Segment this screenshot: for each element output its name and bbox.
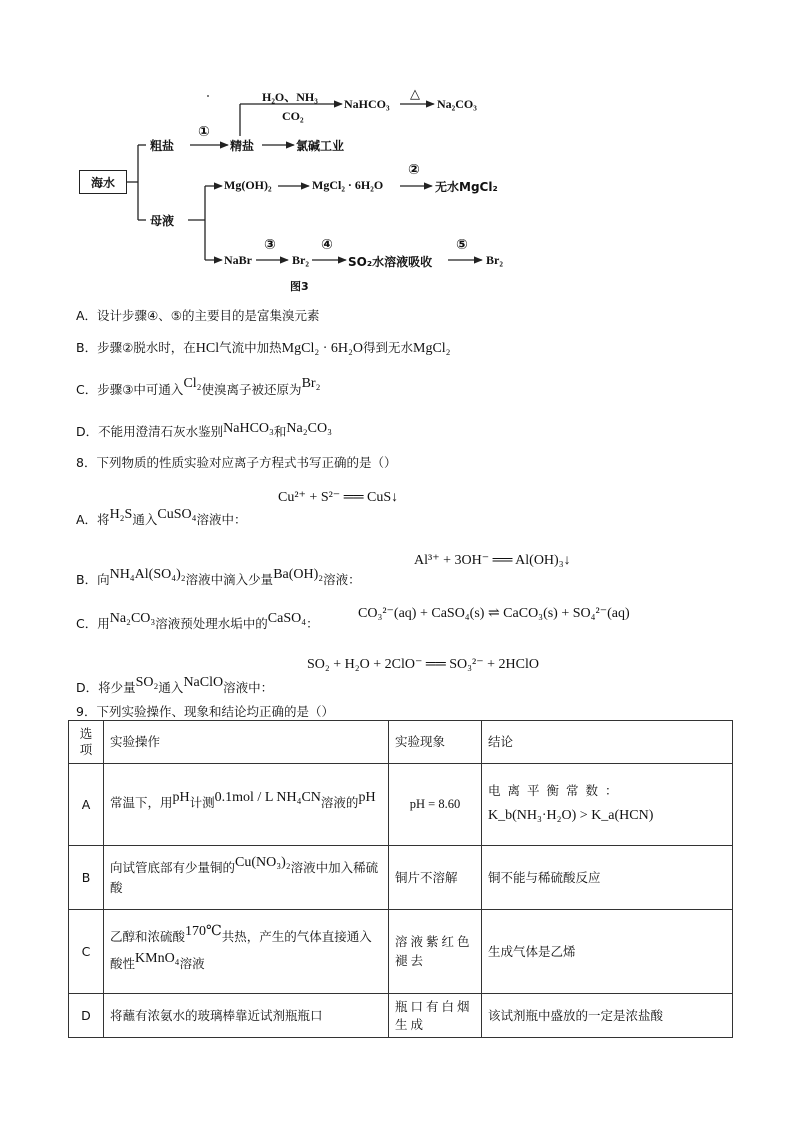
row-b-operation: [104, 846, 389, 910]
header-conclusion: 结论: [482, 721, 733, 764]
row-b-conclusion: 铜不能与稀硫酸反应: [482, 846, 733, 910]
q8-a-mid: 通入: [132, 512, 158, 527]
chlor-alkali-label: 氯碱工业: [296, 139, 345, 153]
q7-d-pre: D．不能用澄清石灰水鉴别: [76, 424, 224, 439]
row-b-op-cuno3: Cu(NO₃)₂: [235, 854, 291, 870]
row-a-op-ph: pH: [172, 790, 190, 806]
q8-d-post: 溶液中：: [223, 680, 274, 695]
row-b-op-2: 溶液中加入稀硫酸: [110, 859, 379, 895]
q8-a-equation: Cu²⁺ + S²⁻ ══ CuS↓: [278, 490, 399, 505]
q9-table: [68, 720, 733, 1038]
q8-option-a: [76, 507, 247, 529]
row-c-conclusion: 生成气体是乙烯: [482, 910, 733, 994]
figure-caption: 图3: [290, 280, 309, 293]
row-b-option: B: [69, 846, 104, 910]
q8-b-alum: NH₄Al(SO₄)₂: [109, 567, 186, 582]
header-phenomenon: 实验现象: [389, 721, 482, 764]
q8-c-pre: C．用: [76, 616, 110, 631]
q7-b-mid: 气流中加热: [219, 340, 282, 355]
row-a-phenomenon: pH = 8.60: [389, 764, 482, 846]
row-d-phenomenon: 瓶口有白烟生成: [389, 994, 482, 1038]
row-a-op-conc: 0.1mol / L NH₄CN: [214, 790, 321, 806]
row-a-op-3: 溶液的: [320, 795, 359, 811]
row-c-op-3: 溶液: [179, 955, 205, 971]
row-a-op-2: 计测: [189, 795, 215, 811]
crude-salt-label: 粗盐: [150, 139, 175, 153]
q8-stem: 8．下列物质的性质实验对应离子方程式书写正确的是（）: [76, 455, 397, 470]
q8-a-cuso4: CuSO₄: [157, 507, 197, 522]
anhydrous-mgcl2-label: 无水MgCl₂: [435, 180, 498, 194]
q9-stem: 9．下列实验操作、现象和结论均正确的是（）: [76, 704, 334, 719]
q8-option-b: [76, 567, 361, 589]
seawater-box: [79, 170, 127, 194]
q8-c-mid: 溶液预处理水垢中的: [155, 616, 268, 631]
row-a-op-ph2: pH: [358, 790, 376, 806]
q8-c-na2co3: Na₂CO₃: [109, 611, 156, 626]
q7-c-cl2: Cl₂: [183, 376, 202, 391]
q8-d-so2: SO₂: [135, 675, 159, 690]
table-row: [69, 846, 733, 910]
row-c-op-1: 乙醇和浓硫酸: [110, 928, 186, 944]
table-row: [69, 994, 733, 1038]
table-header-row: [69, 721, 733, 764]
q7-b-mid2: 得到无水: [362, 340, 413, 355]
q7-b-mgcl2-hydrate: MgCl₂ · 6H₂O: [281, 341, 363, 356]
q8-d-equation: SO₂ + H₂O + 2ClO⁻ ══ SO₃²⁻ + 2HClO: [307, 657, 539, 672]
step-5-marker: ⑤: [456, 237, 468, 253]
row-c-phenomenon: 溶液紫红色褪去: [389, 910, 482, 994]
q8-option-c: [76, 611, 319, 633]
q8-b-pre: B．向: [76, 572, 110, 587]
q7-b-hcl: HCl: [195, 341, 220, 356]
row-d-conclusion: 该试剂瓶中盛放的一定是浓盐酸: [482, 994, 733, 1038]
row-a-conclusion-2: K_b(NH₃·H₂O) > K_a(HCN): [488, 808, 654, 824]
q7-d-mid: 和: [273, 424, 287, 439]
q7-option-c: [76, 376, 321, 399]
row-c-option: C: [69, 910, 104, 994]
q8-d-mid: 通入: [158, 680, 184, 695]
q7-option-b: [76, 338, 451, 357]
q8-c-equation: CO₃²⁻(aq) + CaSO₄(s) ⇌ CaCO₃(s) + SO₄²⁻(aq): [358, 606, 630, 621]
q8-c-caso4: CaSO₄: [267, 611, 307, 626]
q7-option-a: [76, 306, 319, 324]
row-c-op-temp: 170℃: [185, 923, 222, 939]
row-a-conclusion-1: 电离平衡常数：: [488, 783, 625, 799]
step-2-marker: ②: [408, 162, 420, 178]
q8-b-equation: Al³⁺ + 3OH⁻ ══ Al(OH)₃↓: [414, 553, 571, 568]
q8-d-pre: D．将少量: [76, 680, 136, 695]
step-1-marker: ①: [198, 124, 210, 140]
reagents-label: H₂O、NH₃: [262, 90, 318, 104]
q7-c-pre: C．步骤③中可通入: [76, 382, 184, 397]
q7-b-pre: B．步骤②脱水时，在: [76, 340, 196, 355]
row-d-operation: 将蘸有浓氨水的玻璃棒靠近试剂瓶瓶口: [104, 994, 389, 1038]
row-d-option: D: [69, 994, 104, 1038]
row-c-op-kmno4: KMnO₄: [135, 950, 180, 966]
q7-option-d: [76, 422, 332, 441]
br2-label-b: Br₂: [486, 253, 503, 267]
q8-a-post: 溶液中：: [196, 512, 247, 527]
row-c-operation: [104, 910, 389, 994]
q8-a-h2s: H₂S: [109, 507, 133, 522]
nahco3-label: NaHCO₃: [344, 97, 390, 111]
br2-label-a: Br₂: [292, 253, 309, 267]
header-operation: 实验操作: [104, 721, 389, 764]
q8-b-mid: 溶液中滴入少量: [185, 572, 274, 587]
so2-absorb-label: SO₂水溶液吸收: [348, 255, 433, 269]
q8-d-naclo: NaClO: [183, 675, 224, 690]
table-row: [69, 910, 733, 994]
q7-c-mid: 使溴离子被还原为: [201, 382, 302, 397]
na2co3-label: Na₂CO₃: [437, 97, 477, 111]
q8-c-post: ：: [306, 616, 319, 631]
row-a-option: A: [69, 764, 104, 846]
mother-liquor-label: 母液: [150, 214, 175, 228]
header-option: 选项: [69, 721, 104, 764]
step-3-marker: ③: [264, 237, 276, 253]
q8-b-post: 溶液：: [323, 572, 361, 587]
row-b-op-1: 向试管底部有少量铜的: [110, 859, 236, 875]
q7-option-a-text: A．设计步骤④、⑤的主要目的是富集溴元素: [76, 308, 320, 323]
q8-b-baoh2: Ba(OH)₂: [273, 567, 324, 582]
step-4-marker: ④: [321, 237, 333, 253]
q7-c-br2: Br₂: [301, 376, 321, 391]
row-b-phenomenon: 铜片不溶解: [389, 846, 482, 910]
q7-d-nahco3: NaHCO₃: [223, 421, 274, 436]
q8-option-d: [76, 675, 274, 697]
table-row: [69, 764, 733, 846]
q7-d-na2co3: Na₂CO₃: [286, 421, 332, 436]
mgoh2-label: Mg(OH)₂: [224, 178, 272, 192]
co2-label: CO₂: [282, 109, 304, 123]
row-a-op-1: 常温下，用: [110, 795, 173, 811]
nabr-label: NaBr: [224, 253, 252, 267]
refined-salt-label: 精盐: [230, 139, 255, 153]
row-a-conclusion: [482, 764, 733, 846]
q8-a-pre: A．将: [76, 512, 110, 527]
mgcl2-hydrate-label: MgCl₂ · 6H₂O: [312, 178, 384, 192]
row-c-op-2: 共热，产生的气体直接通入酸性: [110, 928, 372, 971]
stray-dot: [207, 95, 209, 97]
row-a-operation: [104, 764, 389, 846]
q7-b-mgcl2: MgCl₂: [413, 341, 451, 356]
heat-symbol: △: [410, 86, 420, 101]
seawater-label: 海水: [90, 175, 115, 190]
